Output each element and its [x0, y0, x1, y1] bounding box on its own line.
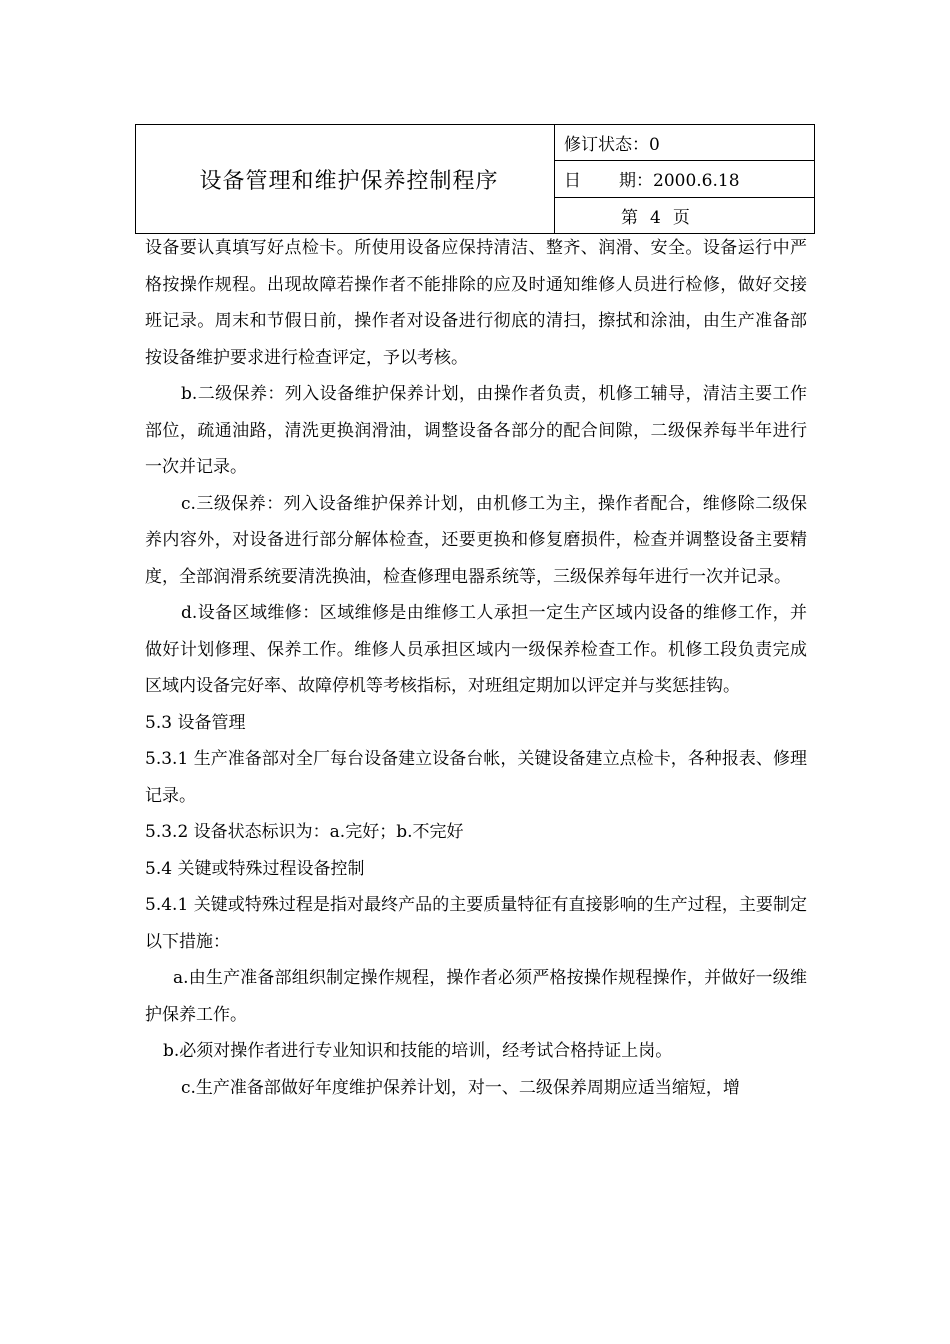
measure-a: a.由生产准备部组织制定操作规程，操作者必须严格按操作规程操作，并做好一级维护保养工作。: [145, 968, 807, 1025]
section-heading-5-4: 5.4 关键或特殊过程设备控制: [145, 858, 365, 879]
document-body: [145, 230, 807, 1106]
document-title: 设备管理和维护保养控制程序: [136, 125, 555, 234]
page-number: 4: [650, 207, 661, 228]
measure-c: c.生产准备部做好年度维护保养计划，对一、二级保养周期应适当缩短，增: [181, 1077, 740, 1098]
document-header-table: [135, 124, 815, 234]
paragraph-inspection: 设备要认真填写好点检卡。所使用设备应保持清洁、整齐、润滑、安全。设备运行中严格按操作规程。出现故障若操作者不能排除的应及时通知维修人员进行检修，做好交接班记录。周末和节假日前，操作者对设备进行彻底的清扫，擦拭和涂油，由生产准备部按设备维护要求进行检查评定，予以考核。: [145, 238, 807, 368]
paragraph-5-3-1: 5.3.1 生产准备部对全厂每台设备建立设备台帐，关键设备建立点检卡，各种报表、修理记录。: [145, 749, 807, 806]
paragraph-area-maintenance: d.设备区域维修：区域维修是由维修工人承担一定生产区域内设备的维修工作，并做好计划修理、保养工作。维修人员承担区域内一级保养检查工作。机修工段负责完成区域内设备完好率、故障停机等考核指标，对班组定期加以评定并与奖惩挂钩。: [145, 603, 807, 696]
section-heading-5-3: 5.3 设备管理: [145, 712, 246, 733]
revision-label: 修订状态：: [564, 135, 649, 156]
revision-value: 0: [649, 135, 660, 156]
paragraph-5-3-2: 5.3.2 设备状态标识为：a.完好；b.不完好: [145, 822, 464, 842]
paragraph-secondary-maintenance: b.二级保养：列入设备维护保养计划，由操作者负责，机修工辅导，清洁主要工作部位，疏通油路，清洗更换润滑油，调整设备各部分的配合间隙，二级保养每半年进行一次并记录。: [145, 384, 807, 477]
page-indicator: [555, 197, 815, 233]
page-prefix: 第: [621, 207, 638, 228]
paragraph-tertiary-maintenance: c.三级保养：列入设备维护保养计划，由机修工为主，操作者配合，维修除二级保养内容外，对设备进行部分解体检查，还要更换和修复磨损件，检查并调整设备主要精度，全部润滑系统要清洗换油，检查修理电器系统等，三级保养每年进行一次并记录。: [145, 493, 807, 587]
page-suffix: 页: [672, 207, 690, 228]
paragraph-5-4-1: 5.4.1 关键或特殊过程是指对最终产品的主要质量特征有直接影响的生产过程，主要制定以下措施：: [145, 895, 807, 952]
revision-status: [555, 125, 815, 161]
date-value: 2000.6.18: [653, 171, 740, 192]
date-row: [555, 161, 815, 197]
measure-b: b.必须对操作者进行专业知识和技能的培训，经考试合格持证上岗。: [163, 1041, 673, 1061]
date-label-2: 期：: [619, 171, 653, 192]
date-label-1: 日: [564, 171, 581, 192]
